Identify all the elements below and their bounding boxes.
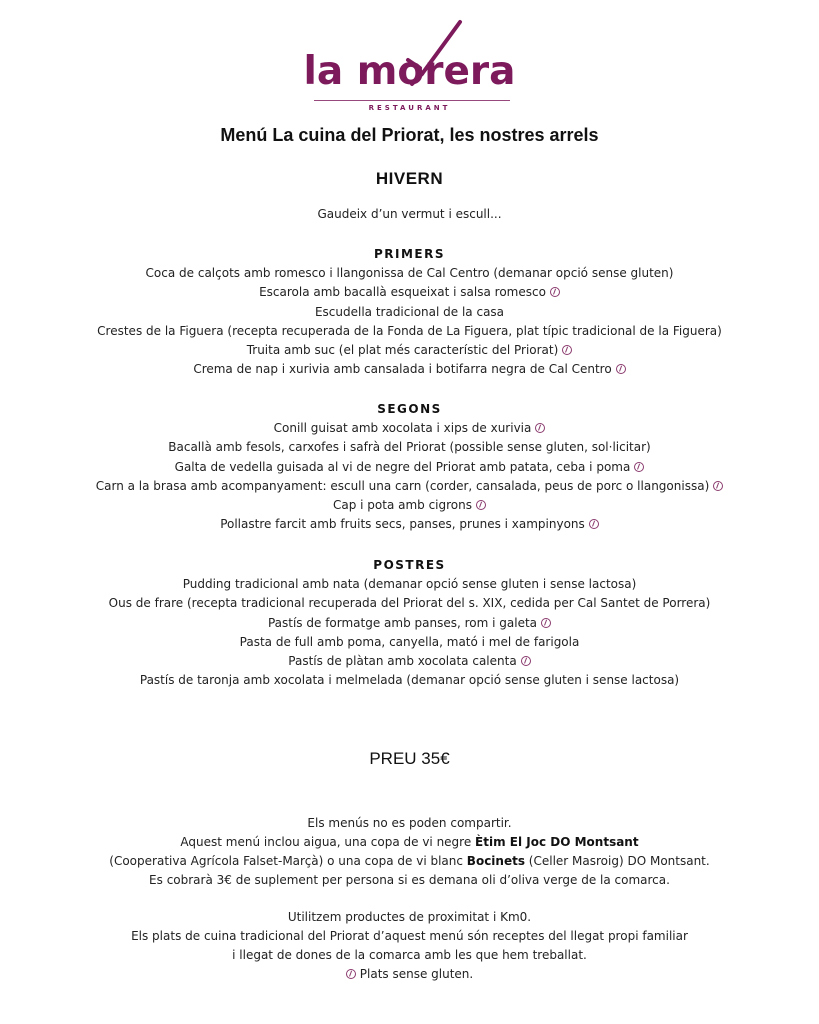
gluten-free-icon — [562, 345, 572, 355]
logo-wordmark: la morera — [303, 49, 516, 94]
section-heading: PRIMERS — [373, 247, 446, 261]
note-includes: Aquest menú inclou aigua, una copa de vi negre Ètim El Joc DO Montsant — [180, 835, 639, 849]
dish-item: Coca de calçots amb romesco i llangonissa de Cal Centro (demanar opció sense gluten) — [145, 266, 674, 280]
dish-item: Carn a la brasa amb acompanyament: escull una carn (corder, cansalada, peus de porc o llangonissa) — [0, 477, 819, 496]
dish-item: Pastís de plàtan amb xocolata calenta — [0, 652, 819, 671]
dish-item: Cap i pota amb cigrons — [0, 496, 819, 515]
note-no-share: Els menús no es poden compartir. — [307, 816, 512, 830]
dish-item: Pudding tradicional amb nata (demanar opció sense gluten i sense lactosa) — [182, 577, 637, 591]
dish-item: Ous de frare (recepta tradicional recuperada del Priorat del s. XIX, cedida per Cal Santet de Porrera) — [108, 596, 711, 611]
gluten-free-icon — [589, 519, 599, 529]
white-wine-name: Bocinets — [466, 854, 525, 868]
dish-item: Pasta de full amb poma, canyella, mató i mel de farigola — [239, 634, 580, 649]
gluten-free-icon — [713, 481, 723, 491]
note-legacy: Els plats de cuina tradicional del Priorat d’aquest menú són receptes del llegat propi familiar — [131, 929, 688, 943]
gluten-free-icon — [634, 462, 644, 472]
dish-item: Galta de vedella guisada al vi de negre del Priorat amb patata, ceba i poma — [0, 458, 819, 477]
note-local-products: Utilitzem productes de proximitat i Km0. — [287, 910, 532, 924]
gluten-free-icon — [476, 500, 486, 510]
dish-item: Pastís de formatge amb panses, rom i galeta — [0, 614, 819, 633]
menu-title: Menú La cuina del Priorat, les nostres arrels — [220, 125, 599, 145]
restaurant-logo — [0, 8, 819, 112]
dish-item: Conill guisat amb xocolata i xips de xurivia — [0, 419, 819, 438]
dish-list — [0, 264, 819, 380]
dish-list — [0, 419, 819, 535]
logo-subtitle: RESTAURANT — [368, 104, 451, 112]
dish-item: Truita amb suc (el plat més característic del Priorat) — [0, 341, 819, 360]
menu-price: PREU 35€ — [369, 749, 450, 768]
dish-item: Bacallà amb fesols, carxofes i safrà del Priorat (possible sense gluten, sol·licitar) — [168, 440, 651, 455]
section-segons — [0, 399, 819, 535]
note-oil-supplement: Es cobrarà 3€ de suplement per persona si es demana oli d’oliva verge de la comarca. — [149, 873, 670, 887]
dish-item: Pollastre farcit amb fruits secs, panses, prunes i xampinyons — [0, 515, 819, 534]
gluten-free-icon — [541, 618, 551, 628]
dish-item: Escudella tradicional de la casa — [314, 304, 505, 319]
gluten-free-icon — [550, 287, 560, 297]
section-postres — [0, 555, 819, 691]
red-wine-name: Ètim El Joc DO Montsant — [475, 835, 639, 849]
section-primers — [0, 244, 819, 380]
menu-notes-footer — [0, 908, 819, 984]
dish-item: Escarola amb bacallà esqueixat i salsa romesco — [0, 283, 819, 302]
note-cooperative: (Cooperativa Agrícola Falset-Marçà) o una copa de vi blanc Bocinets (Celler Masroig) DO Montsant. — [109, 854, 710, 868]
note-legacy: i llegat de dones de la comarca amb les que hem treballat. — [232, 948, 587, 962]
section-heading: POSTRES — [373, 558, 446, 572]
gluten-free-icon — [535, 423, 545, 433]
menu-intro: Gaudeix d’un vermut i escull... — [317, 207, 502, 221]
gluten-legend: Plats sense gluten. — [0, 965, 819, 984]
gluten-free-icon — [616, 364, 626, 374]
dish-list — [0, 575, 819, 691]
dish-item: Pastís de taronja amb xocolata i melmelada (demanar opció sense gluten i sense lactosa) — [139, 673, 680, 688]
season-title: HIVERN — [375, 169, 444, 188]
section-heading: SEGONS — [377, 402, 442, 416]
dish-item: Crema de nap i xurivia amb cansalada i botifarra negra de Cal Centro — [0, 360, 819, 379]
gluten-free-icon — [521, 656, 531, 666]
menu-notes — [0, 814, 819, 890]
dish-item: Crestes de la Figuera (recepta recuperada de la Fonda de La Figuera, plat típic tradicional de la Figuera) — [97, 323, 722, 338]
gluten-free-icon — [346, 969, 356, 979]
logo-divider — [314, 100, 510, 101]
